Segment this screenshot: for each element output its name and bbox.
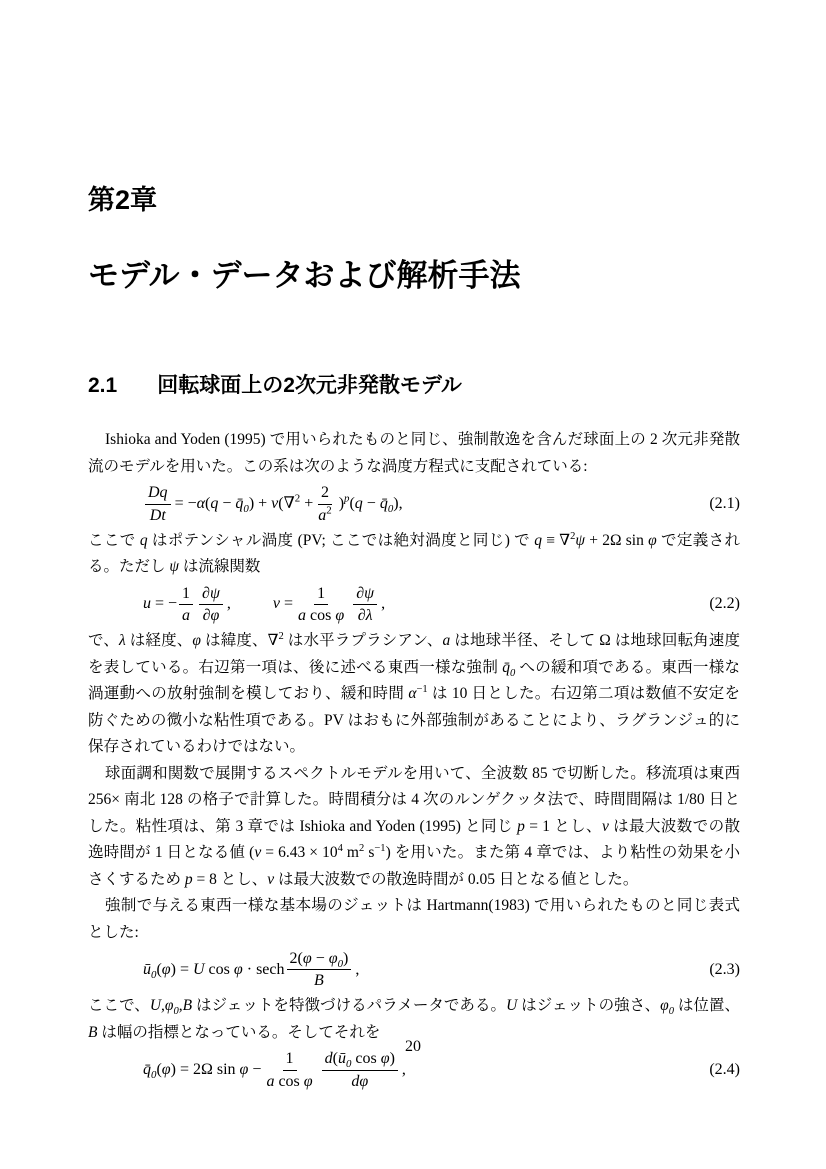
fraction-jet-profile	[287, 949, 352, 990]
fraction-denominator: Dt	[149, 506, 166, 524]
paragraph-spectral-model: 球面調和関数で展開するスペクトルモデルを用いて、全波数 85 で切断した。移流項は東西 256× 南北 128 の格子で計算した。時間積分は 4 次のルンゲクッタ法で、時間間隔は 1/80 日とした。粘性項は、第 3 章では Ishioka and Yoden (1995) と同じ p = 1 とし、ν は最大波数での散逸時間が 1 日となる値 ($\nu = 6.43 \times 10^4$ $m^2$ $s^{-1}$) を用いた。また第 4 章では、より粘性の効果を小さくするため p = 8 とし、ν は最大波数での散逸時間が 0.05 日となる値とした。	[88, 764, 740, 888]
fraction-1-acosphi	[295, 584, 347, 625]
fraction-dq-dt	[145, 483, 171, 524]
equation-body: ,	[381, 595, 386, 613]
paragraph-forcing-jet: 強制で与える東西一様な基本場のジェットは Hartmann(1983) で用いられたものと同じ表式とした:	[88, 897, 740, 941]
fraction-denominator: B	[314, 972, 324, 990]
fraction-numerator: ∂ψ	[199, 584, 223, 605]
paragraph-pv-definition: ここで q はポテンシャル渦度 (PV; ここでは絶対渦度と同じ) で q ≡ ∇$^2$ψ + 2Ω sin φ で定義される。ただし ψ は流線関数	[88, 530, 740, 576]
equation-2-1	[143, 483, 740, 524]
fraction-numerator: $2(\varphi - \varphi_0)$	[287, 949, 352, 970]
paragraph-intro: Ishioka and Yoden (1995) で用いられたものと同じ、強制散逸を含んだ球面上の 2 次元非発散流のモデルを用いた。この系は次のような渦度方程式に支配されている:	[88, 431, 740, 475]
fraction-numerator: Dq	[145, 483, 171, 504]
section-number: 2.1	[88, 374, 118, 398]
equation-2-2	[143, 584, 740, 625]
fraction-denominator: dφ	[351, 1072, 369, 1090]
fraction-numerator: 1	[283, 1049, 297, 1070]
fraction-denominator: a cos φ	[266, 1072, 313, 1090]
equation-2-3	[143, 949, 740, 990]
equation-body: $ū_0(\varphi) = U$ cos φ · sech	[143, 960, 285, 981]
chapter-number: 第2章	[88, 185, 158, 215]
fraction-denominator: ∂φ	[202, 606, 220, 624]
fraction-numerator: ∂ψ	[353, 584, 377, 605]
fraction-2-a2	[315, 483, 334, 524]
chapter-title: モデル・データおよび解析手法	[88, 257, 521, 293]
equation-body: v =	[272, 595, 294, 613]
equation-body: ,	[401, 1061, 406, 1079]
fraction-denominator: a cos φ	[298, 606, 345, 624]
fraction-1-a	[179, 584, 193, 625]
equation-number: (2.2)	[709, 595, 740, 613]
fraction-dpsi-dlambda	[353, 584, 377, 625]
section-heading	[88, 369, 740, 399]
fraction-numerator: 1	[314, 584, 328, 605]
equation-body: ,	[226, 595, 231, 613]
equation-body: = $-\alpha(q - q̄_0) + \nu(\nabla^2$ +	[174, 492, 314, 516]
fraction-numerator: $d(ū_0$ cos φ)	[322, 1049, 398, 1070]
fraction-denominator: a	[182, 606, 191, 624]
paragraph-jet-parameters: ここで、$U,\varphi_0,B$ はジェットを特徴づけるパラメータである。U はジェットの強さ、$\varphi_0$ は位置、B は幅の指標となっている。そしてそれを	[88, 997, 740, 1041]
equation-number: (2.3)	[709, 960, 740, 978]
equation-body: ,	[355, 960, 360, 978]
fraction-dpsi-dphi	[199, 584, 223, 625]
fraction-denominator: ∂λ	[357, 606, 373, 624]
equation-number: (2.1)	[709, 495, 740, 513]
equation-body: u = −	[143, 595, 178, 613]
paragraph-symbols: で、λ は経度、φ は緯度、∇$^2$ は水平ラプラシアン、a は地球半径、そして Ω は地球回転角速度を表している。右辺第一項は、後に述べる東西一様な強制 $q̄_0$ への緩和項である。東西一様な渦運動への放射強制を模しており、緩和時間 $\alpha^{-1}$ は 10 日とした。右辺第二項は数値不安定を防ぐための微小な粘性項である。PV はおもに外部強制があることにより、ラグランジュ的に保存されているわけではない。	[88, 630, 740, 756]
fraction-numerator: 2	[318, 483, 332, 504]
fraction-denominator: $a^2$	[318, 504, 332, 524]
section-title: 回転球面上の2次元非発散モデル	[157, 374, 462, 398]
equation-body: $q̄_0(\varphi) = 2\Omega$ sin φ −	[143, 1061, 262, 1082]
equation-body: )$^p(q - q̄_0)$,	[338, 492, 403, 516]
fraction-numerator: 1	[179, 584, 193, 605]
equation-number: (2.4)	[709, 1061, 740, 1079]
page-number: 20	[405, 1038, 421, 1055]
